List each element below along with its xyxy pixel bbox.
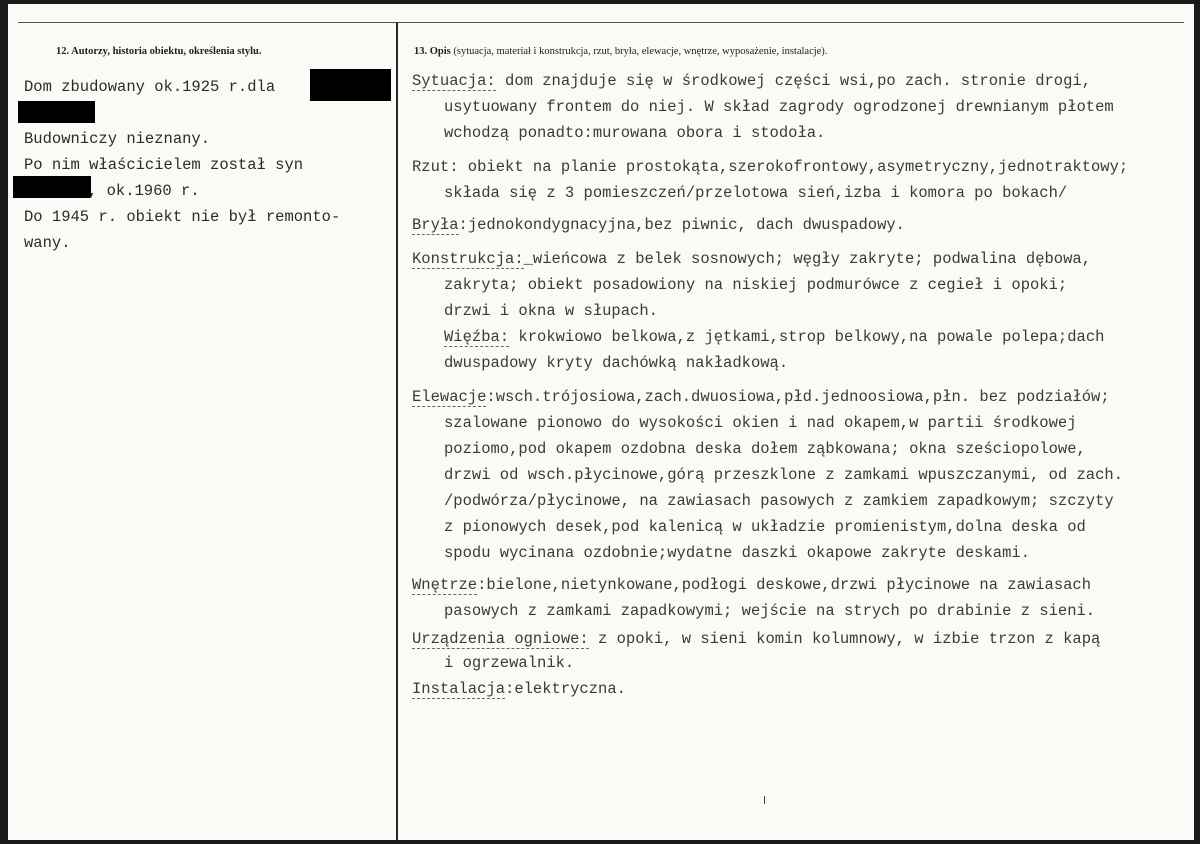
left-line-4: , ok.1960 r. — [88, 182, 200, 200]
redaction-box — [13, 176, 91, 198]
urzadzenia-line-2: i ogrzewalnik. — [444, 654, 575, 672]
konstrukcja-line-3: drzwi i okna w słupach. — [444, 302, 658, 320]
redaction-box — [310, 69, 391, 101]
paper-mark — [764, 796, 765, 804]
bryla-line: Bryła:jednokondygnacyjna,bez piwnic, dach dwuspadowy. — [412, 216, 905, 234]
urzadzenia-line-1: Urządzenia ogniowe: z opoki, w sieni komin kolumnowy, w izbie trzon z kapą — [412, 630, 1101, 648]
elewacje-line-3: poziomo,pod okapem ozdobna deska dołem ząbkowana; okna sześciopolowe, — [444, 440, 1086, 458]
bryla-label: Bryła — [412, 216, 459, 234]
section-13-subtitle: (sytuacja, materiał i konstrukcja, rzut, bryła, elewacje, wnętrze, wyposażenie, instalacje). — [453, 46, 828, 57]
wnetrze-label: Wnętrze — [412, 576, 478, 594]
sytuacja-label: Sytuacja: — [412, 72, 496, 90]
left-line-1: Dom zbudowany ok.1925 r.dla — [24, 78, 276, 96]
left-line-5: Do 1945 r. obiekt nie był remonto- — [24, 208, 341, 226]
konstrukcja-label: Konstrukcja: — [412, 250, 524, 268]
elewacje-line-7: spodu wycinana ozdobnie;wydatne daszki okapowe zakryte deskami. — [444, 544, 1030, 562]
section-13-header — [414, 46, 827, 57]
left-line-3: Po nim właścicielem został syn — [24, 156, 304, 174]
column-divider — [396, 22, 398, 840]
sytuacja-line-3: wchodzą ponadto:murowana obora i stodoła. — [444, 124, 826, 142]
section-13-number: 13. Opis — [414, 46, 451, 57]
sytuacja-line-1: Sytuacja: dom znajduje się w środkowej części wsi,po zach. stronie drogi, — [412, 72, 1092, 90]
elewacje-line-6: z pionowych desek,pod kalenicą w układzie promienistym,dolna deska od — [444, 518, 1086, 536]
instalacja-line: Instalacja:elektryczna. — [412, 680, 626, 698]
left-line-6: wany. — [24, 234, 71, 252]
instalacja-label: Instalacja — [412, 680, 506, 698]
wnetrze-line-1: Wnętrze:bielone,nietynkowane,podłogi deskowe,drzwi płycinowe na zawiasach — [412, 576, 1092, 594]
top-rule — [18, 22, 1184, 23]
section-12-header: 12. Autorzy, historia obiektu, określenia stylu. — [56, 46, 262, 57]
wiezba-label: Więźba: — [444, 328, 510, 346]
rzut-line-2: składa się z 3 pomieszczeń/przelotowa sień,izba i komora po bokach/ — [444, 184, 1068, 202]
rzut-line-1: Rzut: obiekt na planie prostokąta,szerokofrontowy,asymetryczny,jednotraktowy; — [412, 158, 1129, 176]
wiezba-line-1: Więźba: krokwiowo belkowa,z jętkami,strop belkowy,na powale polepa;dach — [444, 328, 1105, 346]
record-card-sheet — [8, 4, 1194, 840]
elewacje-line-4: drzwi od wsch.płycinowe,górą przeszklone z zamkami wpuszczanymi, od zach. — [444, 466, 1124, 484]
elewacje-line-2: szalowane pionowo do wysokości okien i nad okapem,w partii środkowej — [444, 414, 1077, 432]
konstrukcja-line-1: Konstrukcja:_wieńcowa z belek sosnowych; węgły zakryte; podwalina dębowa, — [412, 250, 1092, 268]
wiezba-line-2: dwuspadowy kryty dachówką nakładkową. — [444, 354, 789, 372]
konstrukcja-line-2: zakryta; obiekt posadowiony na niskiej podmurówce z cegieł i opoki; — [444, 276, 1068, 294]
left-line-2: Budowniczy nieznany. — [24, 130, 211, 148]
sytuacja-line-2: usytuowany frontem do niej. W skład zagrody ogrodzonej drewnianym płotem — [444, 98, 1114, 116]
elewacje-label: Elewacje — [412, 388, 487, 406]
elewacje-line-5: /podwórza/płycinowe, na zawiasach pasowych z zamkiem zapadkowym; szczyty — [444, 492, 1114, 510]
wnetrze-line-2: pasowych z zamkami zapadkowymi; wejście na strych po drabinie z sieni. — [444, 602, 1096, 620]
urzadzenia-label: Urządzenia ogniowe: — [412, 630, 589, 648]
redaction-box — [18, 101, 95, 123]
elewacje-line-1: Elewacje:wsch.trójosiowa,zach.dwuosiowa,płd.jednoosiowa,płn. bez podziałów; — [412, 388, 1110, 406]
